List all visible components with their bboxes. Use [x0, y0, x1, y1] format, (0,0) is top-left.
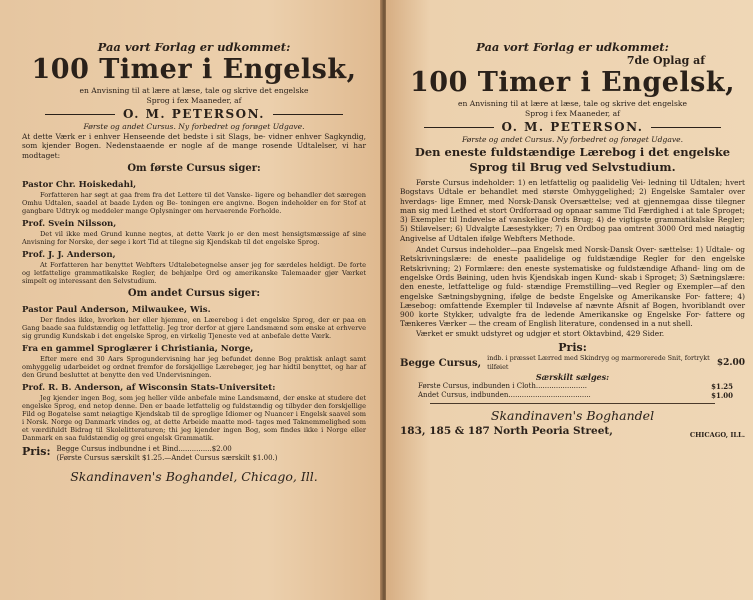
left-subtitle-2: Sprog i fex Maaneder, af — [146, 96, 242, 105]
right-author: O. M. PETERSON. — [400, 119, 745, 135]
right-subtitle-1: en Anvisning til at lære at læse, tale og skrive det engelske — [458, 99, 687, 108]
right-price-both — [400, 354, 745, 372]
left-book-title: 100 Timer i Engelsk, — [31, 54, 357, 85]
first-course-price-amount: $1.25 — [711, 382, 733, 392]
divider — [430, 403, 715, 404]
left-endorsement — [22, 219, 366, 246]
right-subtitle-2: Sprog i fex Maaneder, af — [525, 109, 620, 118]
endorsement-text: Det vil ikke med Grund kunne negtes, at dette Værk jo er den mest hensigtsmæssige af sine Anvisning for Norske, der søge i kort Tid at tilegne sig Kjendskab til det engelske Sprog. — [22, 229, 366, 246]
left-endorsement — [22, 305, 366, 340]
left-endorsement — [22, 344, 366, 379]
right-edition-note: Første og andet Cursus. Ny forbedret og forøget Udgave. — [461, 135, 684, 144]
left-price-label: Pris: — [22, 444, 51, 458]
endorser-name: Prof. Svein Nilsson, — [22, 218, 117, 229]
both-courses-label: Begge Cursus, — [400, 357, 482, 369]
right-headline-2: Sprog til Brug ved Selvstudium. — [469, 160, 676, 174]
first-course-price-label: Første Cursus, indbunden i Cloth....................... — [418, 382, 588, 391]
endorsement-text: Jeg kjender ingen Bog, som jeg heller vilde anbefale mine Landsmænd, der ønske at studere det engelske Sprog, end netop denne. Den er baade letfattelig og fuldstændig og tilbyder den forskjellige Fild og Bogatelse samt nøiagtige Kjendskab til de sproglige Idiomer og Nuancer i Engelsk saavel som i Norsk. Norge og Danmark vindes og, at dette Arbeide maatte mod- tages med Taknemmelighed som et værdifuldt Bidrag til Skolelitteraturen; thi jeg kjender ingen Bog, som findes ikke i Norge eller Danmark en saa fuldstændig og grei engelsk Grammatik. — [22, 393, 366, 442]
left-endorsement — [22, 180, 366, 215]
left-price-line-2: (Første Cursus særskilt $1.25.—Andet Cursus særskilt $1.00.) — [56, 453, 278, 462]
both-courses-amount: $2.00 — [716, 357, 745, 368]
left-first-course-heading: Om første Cursus siger: — [127, 162, 261, 174]
right-book-title: 100 Timer i Engelsk, — [410, 67, 735, 98]
right-edition: 7de Oplag af — [626, 54, 705, 67]
right-publisher: Skandinaven's Boghandel — [490, 408, 655, 424]
left-publisher: Skandinaven's Boghandel, Chicago, Ill. — [70, 468, 318, 484]
right-address-row — [400, 425, 745, 438]
right-city: CHICAGO, ILL. — [689, 431, 745, 440]
endorsement-text: Forfatteren har søgt at gaa frem fra det Lettere til det Vanske- ligere og behandler det særegen Omhu Udtalen, saadel at baade Lyden og Be- toningen ere angivne. Bogen indeholder en for Stof at gangbare Udtryk og meddeler mange Oplysninger om hervaerende Forholde. — [22, 190, 366, 215]
left-price-block — [22, 445, 366, 463]
left-edition-note: Første og andet Cursus. Ny forbedret og forøget Udgave. — [83, 122, 305, 131]
endorsement-text: At Forfatteren har benyttet Webfters Udtalebetegnelse anser jeg for særdeles heldigt. De forte og letfattelige grammatikalske Regler, de behjælpe Ord og amerikanske Talemaader gjør Værket simpelt og interessant den Selvstudium. — [22, 260, 366, 285]
first-course-price — [400, 382, 745, 391]
right-price-label: Pris: — [558, 341, 587, 355]
left-header: Paa vort Forlag er udkommet: — [97, 40, 291, 54]
right-first-course: Første Cursus indeholder: 1) en letfattelig og paalidelig Vei- ledning til Udtalen; hvert Bogstavs Udtale er behandlet med største Omhyggelighed; 2) Engelske Samtaler over hverdags- lige Emner, med Norsk-Dansk Oversættelse; ved at gjennemgaa disse tilegner man sig med Lethed et stort Ordforraad og opnaar samme Tid Færdighed i at tale Sproget; 3) Exempler til Indøvelse af vanskelige Ords Brug; 4) de vigtigste grammatikalske Regler; 5) Stiløvelser; 6) Udvalgte Læsestykker; 7) en Ordbog paa omtrent 3000 Ord med nøiagtig Angivelse af Udtalen ifølge Webfters Methode. — [400, 178, 745, 243]
second-course-price-label: Andet Cursus, indbunden..................................... — [418, 391, 591, 400]
left-endorsement — [22, 383, 366, 442]
endorser-name: Pastor Chr. Hoiskedahl, — [22, 179, 137, 190]
both-courses-desc: indb. i præsset Lærred med Skindryg og marmorerede Snit, fortrykt tilføiet — [487, 354, 710, 372]
endorser-name: Prof. J. J. Anderson, — [22, 249, 116, 260]
left-subtitle-1: en Anvisning til at lære at læse, tale og skrive det engelske — [79, 86, 309, 95]
left-intro: At dette Værk er i enhver Henseende det bedste i sit Slags, be- vidner enhver Sagkyndig, som kjender Bogen. Nedenstaaende er nogle af de mange rosende Udtalelser, vi har modtaget: — [22, 132, 366, 160]
left-author: O. M. PETERSON. — [22, 106, 366, 122]
right-address: 183, 185 & 187 North Peoria Street, — [400, 425, 613, 438]
left-endorsement — [22, 250, 366, 285]
second-course-price-amount: $1.00 — [711, 391, 733, 401]
endorsement-text: Der findes ikke, hvorken her eller hjemme, en Læerebog i det engelske Sprog, der er paa en Gang baade saa fuldstændig og letfattelig. Jeg tror derfor at gjøre Landsmænd som ønske at erhverve sig grundig Kundskab i det engelske Sprog, en virkelig Tjeneste ved at anbefale dette Værk. — [22, 315, 366, 340]
endorser-name: Prof. R. B. Anderson, af Wisconsin Stats-Universitet: — [22, 382, 276, 393]
right-header: Paa vort Forlag er udkommet: — [476, 40, 669, 54]
right-second-course: Andet Cursus indeholder—paa Engelsk med Norsk-Dansk Over- sættelse: 1) Udtale- og Retskrivningslære: de eneste paalidelige og fuldstændige Regler for den engelske Retskrivning; 2) Formlære: den eneste systematiske og fuldstændige Afhand- ling om de engelske Ords Bøining, uden hvis Kjendskab ingen Kund- skab i Sproget; 3) Sætningslære: den eneste, letfattelige og fuld- stændige Fremstilling—ved Regler og Exempler—af den engelske Sætningsbygning, ifølge de bedste Engelske og Amerikanske For- fattere; 4) Læsebog: omfattende Exempler til Indøvelse af nævnte Afsnit af Bogen, hvoriblandt over 900 korte Stykker, udvalgte fra de ledende Amerikanske og Engelske For- fattere og Tænkeres Værker — the cream of English literature, condensed in a nut shell. — [400, 245, 745, 329]
left-price-line-1: Begge Cursus indbundne i et Bind...............$2.00 — [56, 444, 232, 453]
right-page — [386, 0, 753, 600]
endorser-name: Fra en gammel Sproglærer i Christiania, Norge, — [22, 343, 254, 354]
right-headline-1: Den eneste fuldstændige Lærebog i det engelske — [414, 145, 731, 159]
endorsement-text: Efter mere end 30 Aars Sprogundervisning har jeg befundet denne Bog praktisk anlagt samt omhyggelig udarbeidet og ordnet fremfor de forskjellige Lærebøger, jeg har hidtil benyttet, og har af den Grund besluttet at benytte den ved Undervisningen. — [22, 354, 366, 379]
right-print-note: Værket er smukt udstyret og udgjør et stort Oktavbind, 429 Sider. — [416, 328, 665, 338]
left-second-course-heading: Om andet Cursus siger: — [127, 287, 261, 299]
separate-sale-heading: Særskilt sælges: — [535, 372, 610, 383]
endorser-name: Pastor Paul Anderson, Milwaukee, Wis. — [22, 304, 211, 315]
second-course-price — [400, 391, 745, 400]
